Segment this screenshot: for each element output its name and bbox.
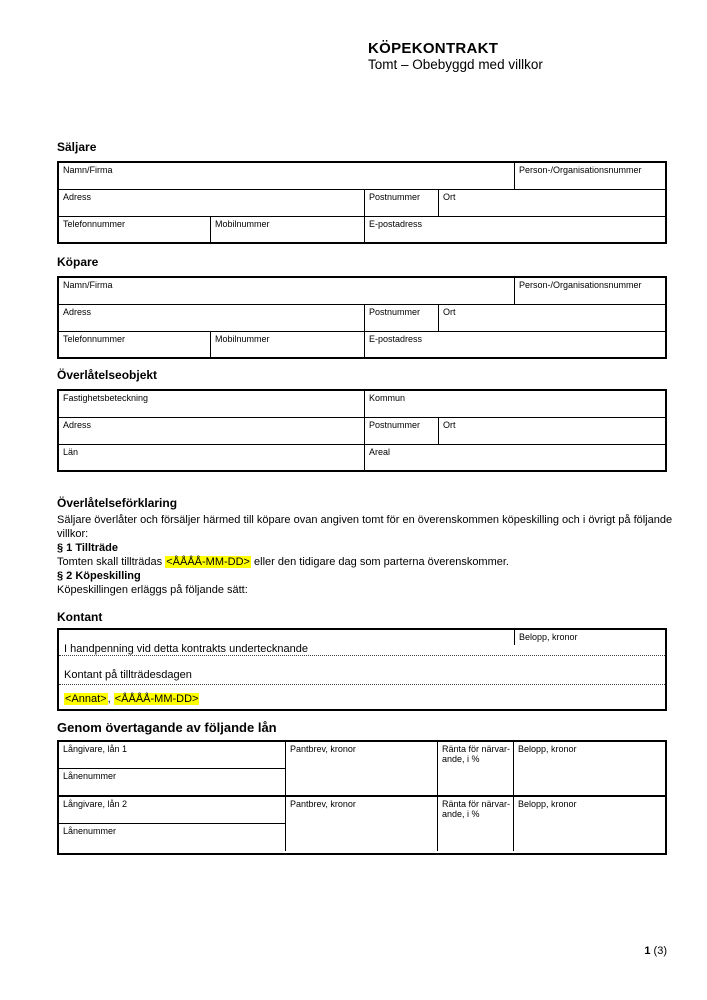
seller-address-label: Adress bbox=[63, 192, 92, 202]
buyer-orgnr-field[interactable] bbox=[515, 278, 665, 304]
seller-zip-label: Postnummer bbox=[369, 192, 421, 202]
loan-1-interest-field[interactable] bbox=[438, 742, 514, 795]
clause-1-before: Tomten skall tillträdas bbox=[57, 556, 166, 568]
seller-email-field[interactable] bbox=[365, 217, 665, 242]
loan-1-mortgage-label: Pantbrev, kronor bbox=[290, 744, 356, 754]
document-subtitle: Tomt – Obebyggd med villkor bbox=[368, 57, 543, 72]
loan-2-interest-label-line2: ande, i % bbox=[442, 809, 480, 819]
object-municipality-field[interactable] bbox=[365, 391, 665, 417]
other-separator: , bbox=[107, 693, 114, 705]
cash-row-closing-day[interactable] bbox=[59, 656, 665, 685]
buyer-mobile-field[interactable] bbox=[211, 332, 365, 357]
object-address-field[interactable] bbox=[59, 418, 365, 444]
loan-2-lender-label: Långivare, lån 2 bbox=[63, 799, 128, 809]
loan-1-lender-field[interactable] bbox=[59, 742, 285, 769]
loan-2-interest-field[interactable] bbox=[438, 797, 514, 851]
declaration-heading: Överlåtelseförklaring bbox=[57, 496, 178, 510]
cash-table bbox=[57, 628, 667, 711]
buyer-city-label: Ort bbox=[443, 307, 456, 317]
seller-phone-label: Telefonnummer bbox=[63, 219, 126, 229]
object-designation-label: Fastighetsbeteckning bbox=[63, 393, 149, 403]
date-placeholder[interactable]: <ÅÅÅÅ-MM-DD> bbox=[166, 556, 250, 568]
buyer-email-label: E-postadress bbox=[369, 334, 423, 344]
clause-2-text: Köpeskillingen erläggs på följande sätt: bbox=[57, 584, 248, 596]
document-title: KÖPEKONTRAKT bbox=[368, 40, 499, 57]
clause-1-after: eller den tidigare dag som parterna överenskommer. bbox=[250, 556, 509, 568]
declaration-intro: Säljare överlåter och försäljer härmed till köpare ovan angiven tomt för en överenskommen köpeskilling och i övrigt på följande villkor: bbox=[57, 514, 673, 540]
loan-2-lender-field[interactable] bbox=[59, 797, 285, 824]
cash-row-closing-day-label: Kontant på tillträdesdagen bbox=[64, 669, 192, 681]
object-area-field[interactable] bbox=[365, 445, 665, 470]
page-number-total: (3) bbox=[653, 945, 667, 957]
seller-city-field[interactable] bbox=[439, 190, 665, 216]
object-area-label: Areal bbox=[369, 447, 391, 457]
loan-1-row bbox=[59, 742, 665, 797]
loan-1-interest-label-line2: ande, i % bbox=[442, 754, 480, 764]
page-number bbox=[57, 945, 667, 957]
seller-phone-field[interactable] bbox=[59, 217, 211, 242]
buyer-name-field[interactable] bbox=[59, 278, 515, 304]
buyer-email-field[interactable] bbox=[365, 332, 665, 357]
loan-1-amount-label: Belopp, kronor bbox=[518, 744, 577, 754]
loan-2-interest-label-line1: Ränta för närvar- bbox=[442, 799, 511, 809]
seller-mobile-label: Mobilnummer bbox=[215, 219, 270, 229]
loan-1-lender-label: Långivare, lån 1 bbox=[63, 744, 128, 754]
loan-2-mortgage-label: Pantbrev, kronor bbox=[290, 799, 356, 809]
loan-2-number-label: Lånenummer bbox=[63, 826, 117, 836]
object-county-field[interactable] bbox=[59, 445, 365, 470]
buyer-phone-field[interactable] bbox=[59, 332, 211, 357]
cash-row-downpayment-label: I handpenning vid detta kontrakts undertecknande bbox=[64, 643, 309, 655]
buyer-name-label: Namn/Firma bbox=[63, 280, 113, 290]
seller-email-label: E-postadress bbox=[369, 219, 423, 229]
loans-table bbox=[57, 740, 667, 855]
loan-1-amount-field[interactable] bbox=[514, 742, 665, 795]
buyer-mobile-label: Mobilnummer bbox=[215, 334, 270, 344]
cash-row-other[interactable] bbox=[59, 685, 665, 709]
object-city-field[interactable] bbox=[439, 418, 665, 444]
buyer-zip-field[interactable] bbox=[365, 305, 439, 331]
page-number-current: 1 bbox=[644, 945, 651, 957]
declaration-section bbox=[57, 496, 679, 597]
buyer-address-label: Adress bbox=[63, 307, 92, 317]
object-table bbox=[57, 389, 667, 472]
object-zip-label: Postnummer bbox=[369, 420, 421, 430]
object-county-label: Län bbox=[63, 447, 79, 457]
seller-mobile-field[interactable] bbox=[211, 217, 365, 242]
buyer-phone-label: Telefonnummer bbox=[63, 334, 126, 344]
document-title-block bbox=[368, 40, 543, 73]
clause-1-heading: § 1 Tillträde bbox=[57, 542, 118, 554]
seller-heading: Säljare bbox=[57, 140, 97, 154]
buyer-heading: Köpare bbox=[57, 255, 99, 269]
cash-heading: Kontant bbox=[57, 610, 103, 624]
loan-1-interest-label-line1: Ränta för närvar- bbox=[442, 744, 511, 754]
loan-1-number-label: Lånenummer bbox=[63, 771, 117, 781]
loan-2-amount-field[interactable] bbox=[514, 797, 665, 851]
loan-2-number-field[interactable] bbox=[59, 824, 285, 851]
object-heading: Överlåtelseobjekt bbox=[57, 368, 158, 382]
other-placeholder[interactable]: <Annat> bbox=[65, 693, 107, 705]
other-date-placeholder[interactable]: <ÅÅÅÅ-MM-DD> bbox=[114, 693, 199, 705]
loan-1-number-field[interactable] bbox=[59, 769, 285, 795]
seller-orgnr-label: Person-/Organisationsnummer bbox=[519, 165, 642, 175]
clause-1-text bbox=[57, 555, 679, 569]
cash-amount-field[interactable] bbox=[514, 630, 665, 645]
object-address-label: Adress bbox=[63, 420, 92, 430]
seller-city-label: Ort bbox=[443, 192, 456, 202]
loan-2-mortgage-field[interactable] bbox=[286, 797, 438, 851]
buyer-city-field[interactable] bbox=[439, 305, 665, 331]
buyer-orgnr-label: Person-/Organisationsnummer bbox=[519, 280, 642, 290]
buyer-table bbox=[57, 276, 667, 359]
seller-table bbox=[57, 161, 667, 244]
object-zip-field[interactable] bbox=[365, 418, 439, 444]
buyer-zip-label: Postnummer bbox=[369, 307, 421, 317]
seller-name-label: Namn/Firma bbox=[63, 165, 113, 175]
object-municipality-label: Kommun bbox=[369, 393, 406, 403]
seller-orgnr-field[interactable] bbox=[515, 163, 665, 189]
loan-1-mortgage-field[interactable] bbox=[286, 742, 438, 795]
buyer-address-field[interactable] bbox=[59, 305, 365, 331]
seller-name-field[interactable] bbox=[59, 163, 515, 189]
loans-heading: Genom övertagande av följande lån bbox=[57, 720, 277, 735]
loan-2-row bbox=[59, 797, 665, 851]
clause-2-heading: § 2 Köpeskilling bbox=[57, 570, 141, 582]
seller-address-field[interactable] bbox=[59, 190, 365, 216]
object-designation-field[interactable] bbox=[59, 391, 365, 417]
object-city-label: Ort bbox=[443, 420, 456, 430]
seller-zip-field[interactable] bbox=[365, 190, 439, 216]
cash-amount-label: Belopp, kronor bbox=[519, 632, 578, 642]
loan-2-amount-label: Belopp, kronor bbox=[518, 799, 577, 809]
